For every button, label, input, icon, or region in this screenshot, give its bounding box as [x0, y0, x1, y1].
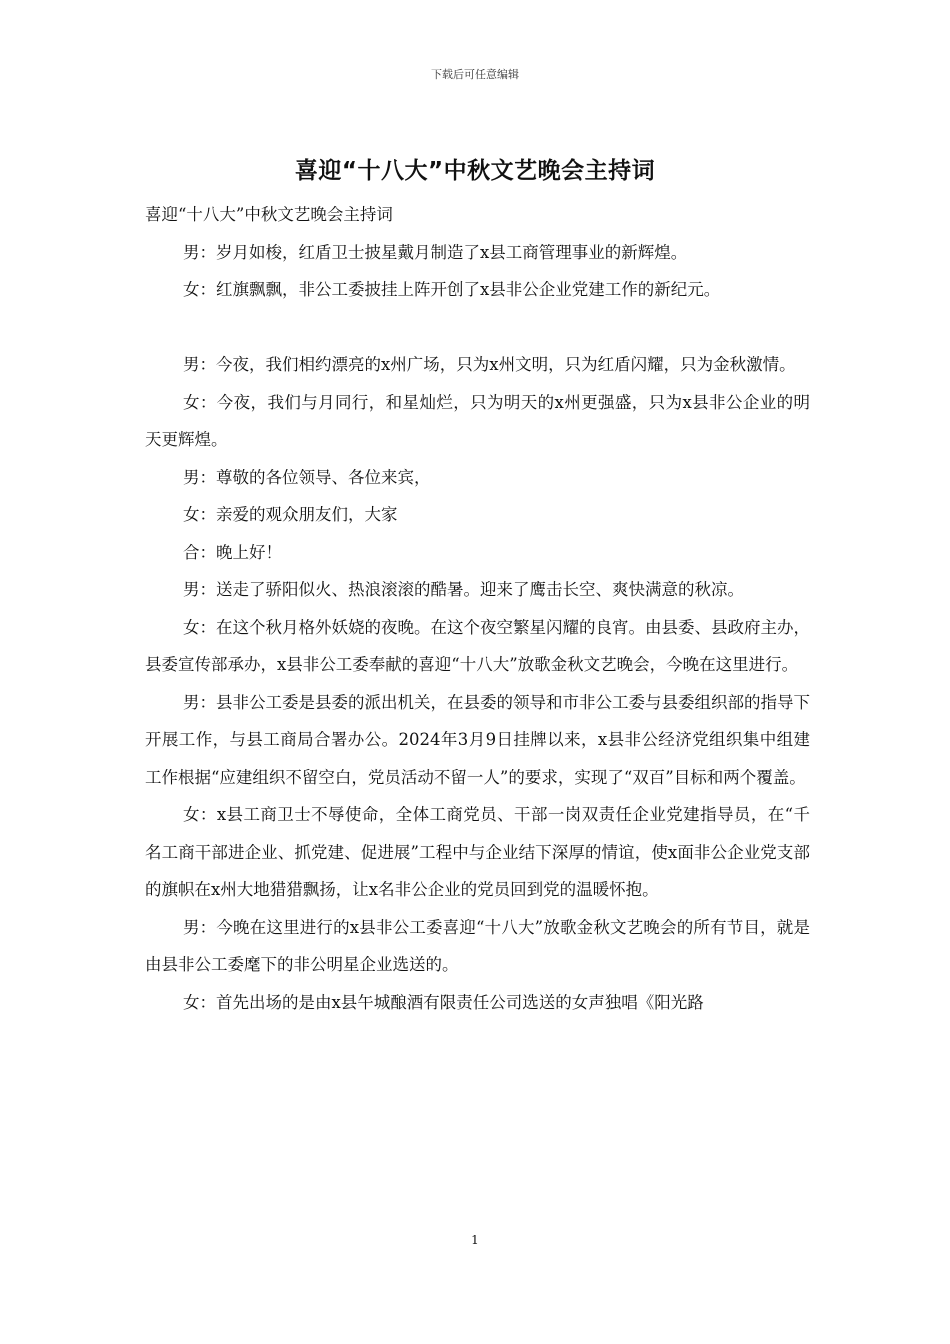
paragraph-10: 男：县非公工委是县委的派出机关，在县委的领导和市非公工委与县委组织部的指导下开展工作，与县工商局合署办公。2024年3月9日挂牌以来，x县非公经济党组织集中组建工作根据“应建组织不留空白，党员活动不留一人”的要求，实现了“双百”目标和两个覆盖。 [145, 692, 810, 787]
paragraph-11: 女：x县工商卫士不辱使命，全体工商党员、干部一岗双责任企业党建指导员，在“千名工商干部进企业、抓党建、促进展”工程中与企业结下深厚的情谊，使x面非公企业党支部的旗帜在x州大地猎猎飘扬，让x名非公企业的党员回到党的温暖怀抱。 [145, 805, 810, 899]
paragraph-9: 女：在这个秋月格外妖娆的夜晚。在这个夜空繁星闪耀的良宵。由县委、县政府主办，县委宣传部承办，x县非公工委奉献的喜迎“十八大”放歌金秋文艺晚会，今晚在这里进行。 [145, 617, 810, 674]
paragraph-7: 合：晚上好！ [183, 542, 282, 562]
page-number: 1 [471, 1233, 479, 1247]
paragraph-2: 女：红旗飘飘，非公工委披挂上阵开创了x县非公企业党建工作的新纪元。 [183, 280, 721, 299]
document-subtitle: 喜迎“十八大”中秋文艺晚会主持词 [145, 205, 393, 224]
document-title: 喜迎“十八大”中秋文艺晚会主持词 [294, 158, 656, 184]
paragraph-6: 女：亲爱的观众朋友们，大家 [183, 505, 398, 524]
page-header: 下载后可任意编辑 [431, 68, 519, 81]
paragraph-3: 男：今夜，我们相约漂亮的x州广场，只为x州文明，只为红盾闪耀，只为金秋激情。 [183, 355, 796, 374]
paragraph-13: 女：首先出场的是由x县午城酿酒有限责任公司选送的女声独唱《阳光路 [183, 992, 704, 1012]
paragraph-4: 女：今夜，我们与月同行，和星灿烂，只为明天的x州更强盛，只为x县非公企业的明天更辉煌。 [145, 392, 810, 449]
paragraph-1: 男：岁月如梭，红盾卫士披星戴月制造了x县工商管理事业的新辉煌。 [183, 242, 688, 262]
paragraph-8: 男：送走了骄阳似火、热浪滚滚的酷暑。迎来了鹰击长空、爽快满意的秋凉。 [183, 580, 744, 599]
paragraph-12: 男：今晚在这里进行的x县非公工委喜迎“十八大”放歌金秋文艺晚会的所有节目，就是由县非公工委麾下的非公明星企业选送的。 [145, 917, 810, 974]
blank-line [145, 309, 810, 347]
paragraph-5: 男：尊敬的各位领导、各位来宾， [183, 467, 431, 487]
document-body [145, 196, 810, 1021]
